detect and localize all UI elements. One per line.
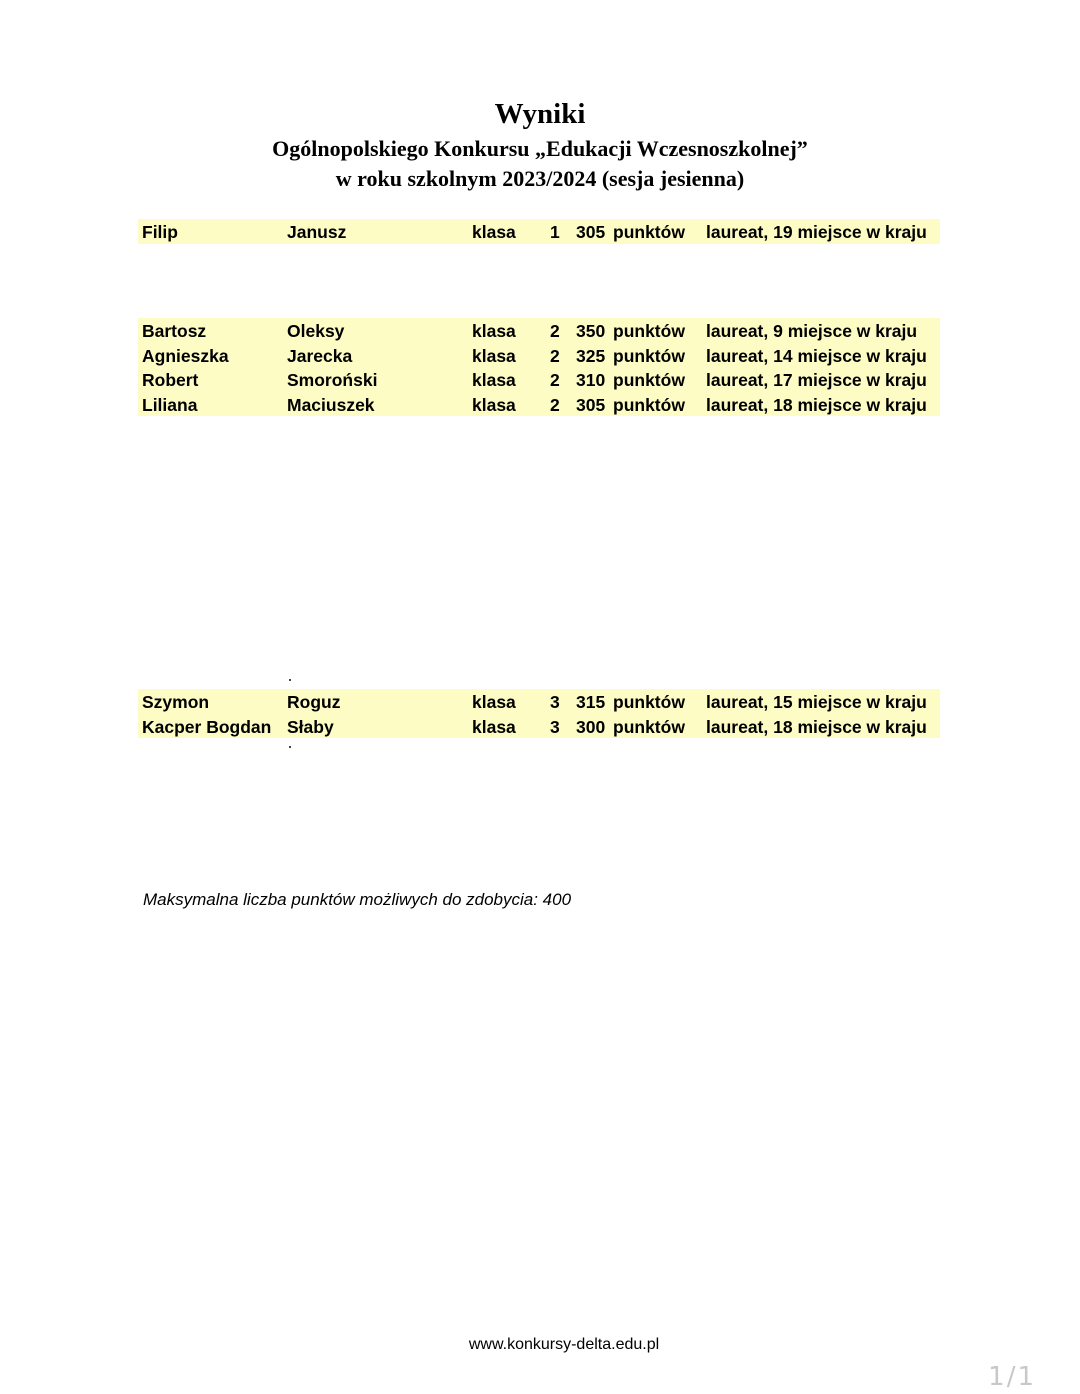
table-row <box>138 343 940 368</box>
last-name: Roguz <box>287 692 341 712</box>
result-text: laureat, 9 miejsce w kraju <box>706 321 918 341</box>
result-text: laureat, 14 miejsce w kraju <box>706 345 927 366</box>
points-unit: punktów <box>613 692 685 712</box>
last-name: Słaby <box>287 716 334 737</box>
page-subtitle-year: w roku szkolnym 2023/2024 (sesja jesienna) <box>335 166 745 191</box>
result-text: laureat, 15 miejsce w kraju <box>706 692 927 712</box>
points-value: 305 <box>576 222 606 242</box>
class-number: 2 <box>550 345 560 366</box>
first-name: Bartosz <box>142 321 207 341</box>
scan-dot <box>289 746 291 748</box>
points-value: 300 <box>576 716 606 737</box>
points-value: 310 <box>576 370 606 390</box>
points-value: 305 <box>576 394 606 415</box>
table-row <box>138 367 940 392</box>
result-text: laureat, 19 miejsce w kraju <box>706 222 927 242</box>
first-name: Liliana <box>142 394 198 415</box>
points-unit: punktów <box>613 222 685 242</box>
table-row <box>138 219 940 244</box>
scan-dot <box>289 679 291 681</box>
result-text: laureat, 17 miejsce w kraju <box>706 370 927 390</box>
points-value: 315 <box>576 692 606 712</box>
class-label: klasa <box>472 222 516 242</box>
points-unit: punktów <box>613 321 685 341</box>
last-name: Jarecka <box>287 345 353 366</box>
results-group-class-2 <box>138 318 940 416</box>
first-name: Szymon <box>142 692 210 712</box>
page-counter: 1/1 <box>988 1362 1036 1392</box>
points-value: 350 <box>576 321 606 341</box>
class-number: 3 <box>550 716 560 737</box>
points-unit: punktów <box>613 370 685 390</box>
class-label: klasa <box>472 692 516 712</box>
class-label: klasa <box>472 716 516 737</box>
table-row <box>138 714 940 739</box>
table-row <box>138 392 940 417</box>
results-group-class-1 <box>138 219 940 244</box>
max-points-note: Maksymalna liczba punktów możliwych do zdobycia: 400 <box>143 890 572 909</box>
class-number: 3 <box>550 692 560 712</box>
first-name: Robert <box>142 370 199 390</box>
class-label: klasa <box>472 321 516 341</box>
footer-website: www.konkursy-delta.edu.pl <box>468 1336 660 1353</box>
points-unit: punktów <box>613 394 685 415</box>
points-unit: punktów <box>613 345 685 366</box>
results-group-class-3 <box>138 689 940 738</box>
class-label: klasa <box>472 370 516 390</box>
first-name: Filip <box>142 222 178 242</box>
result-text: laureat, 18 miejsce w kraju <box>706 394 927 415</box>
class-label: klasa <box>472 345 516 366</box>
class-number: 1 <box>550 222 560 242</box>
first-name: Kacper Bogdan <box>142 716 272 737</box>
table-row <box>138 689 940 714</box>
class-number: 2 <box>550 370 560 390</box>
page-title: Wyniki <box>494 98 586 130</box>
last-name: Janusz <box>287 222 347 242</box>
points-unit: punktów <box>613 716 685 737</box>
last-name: Maciuszek <box>287 394 375 415</box>
class-number: 2 <box>550 394 560 415</box>
first-name: Agnieszka <box>142 345 229 366</box>
class-label: klasa <box>472 394 516 415</box>
result-text: laureat, 18 miejsce w kraju <box>706 716 927 737</box>
last-name: Oleksy <box>287 321 345 341</box>
page-subtitle: Ogólnopolskiego Konkursu „Edukacji Wczesnoszkolnej” <box>272 136 808 161</box>
class-number: 2 <box>550 321 560 341</box>
points-value: 325 <box>576 345 606 366</box>
last-name: Smoroński <box>287 370 378 390</box>
table-row <box>138 318 940 343</box>
